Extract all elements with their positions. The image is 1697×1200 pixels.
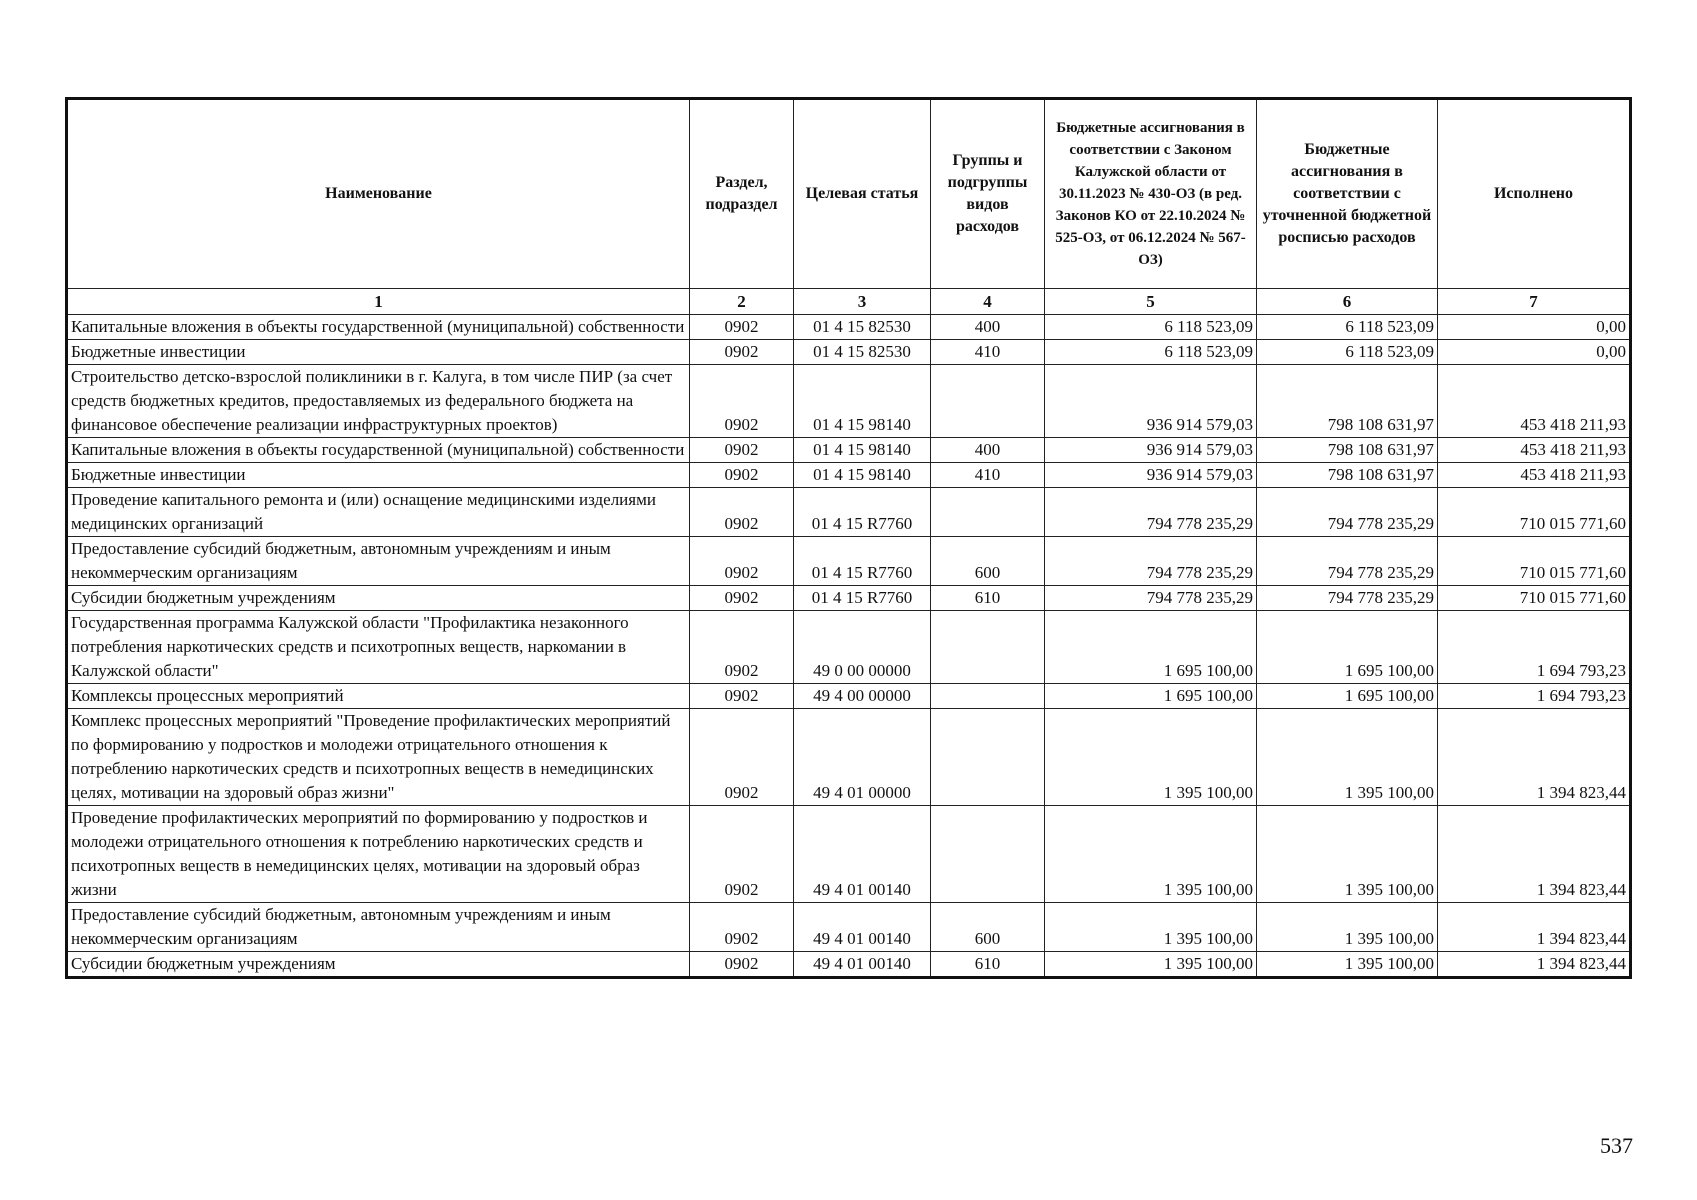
cell-refined-amount: 794 778 235,29 xyxy=(1257,586,1438,611)
cell-name: Капитальные вложения в объекты государственной (муниципальной) собственности xyxy=(67,315,690,340)
cell-target: 01 4 15 98140 xyxy=(794,365,931,438)
cell-group: 600 xyxy=(931,903,1045,952)
cell-name: Комплекс процессных мероприятий "Проведение профилактических мероприятий по формированию у подростков и молодежи отрицательного отношения к потреблению наркотических средств и психотропных веществ в немедицинских целях, мотивации на здоровый образ жизни" xyxy=(67,709,690,806)
cell-name: Субсидии бюджетным учреждениям xyxy=(67,586,690,611)
cell-target: 49 4 01 00140 xyxy=(794,952,931,978)
cell-name: Проведение профилактических мероприятий по формированию у подростков и молодежи отрицательного отношения к потреблению наркотических средств и психотропных веществ в немедицинских целях, мотивации на здоровый образ жизни xyxy=(67,806,690,903)
cell-done-amount: 1 694 793,23 xyxy=(1438,611,1631,684)
cell-section: 0902 xyxy=(690,315,794,340)
cell-law-amount: 1 695 100,00 xyxy=(1045,611,1257,684)
header-name: Наименование xyxy=(67,99,690,289)
budget-table-container xyxy=(65,97,1629,979)
cell-target: 49 4 01 00140 xyxy=(794,903,931,952)
table-row xyxy=(67,586,1631,611)
cell-group xyxy=(931,365,1045,438)
cell-target: 01 4 15 R7760 xyxy=(794,537,931,586)
table-row xyxy=(67,952,1631,978)
cell-section: 0902 xyxy=(690,709,794,806)
cell-group xyxy=(931,806,1045,903)
cell-name: Строительство детско-взрослой поликлиники в г. Калуга, в том числе ПИР (за счет средств бюджетных кредитов, предоставляемых из федерального бюджета на финансовое обеспечение реализации инфраструктурных проектов) xyxy=(67,365,690,438)
cell-done-amount: 1 394 823,44 xyxy=(1438,903,1631,952)
table-row xyxy=(67,438,1631,463)
cell-group: 400 xyxy=(931,315,1045,340)
cell-target: 01 4 15 98140 xyxy=(794,463,931,488)
table-body xyxy=(67,315,1631,978)
cell-refined-amount: 1 395 100,00 xyxy=(1257,903,1438,952)
col-number: 1 xyxy=(67,289,690,315)
cell-name: Предоставление субсидий бюджетным, автономным учреждениям и иным некоммерческим организациям xyxy=(67,903,690,952)
cell-refined-amount: 798 108 631,97 xyxy=(1257,463,1438,488)
cell-name: Комплексы процессных мероприятий xyxy=(67,684,690,709)
cell-refined-amount: 794 778 235,29 xyxy=(1257,537,1438,586)
table-row xyxy=(67,709,1631,806)
cell-done-amount: 710 015 771,60 xyxy=(1438,537,1631,586)
cell-group xyxy=(931,611,1045,684)
table-row xyxy=(67,903,1631,952)
cell-law-amount: 1 395 100,00 xyxy=(1045,903,1257,952)
cell-name: Бюджетные инвестиции xyxy=(67,463,690,488)
cell-law-amount: 1 695 100,00 xyxy=(1045,684,1257,709)
cell-section: 0902 xyxy=(690,611,794,684)
cell-target: 49 4 01 00000 xyxy=(794,709,931,806)
header-row xyxy=(67,99,1631,289)
col-number: 4 xyxy=(931,289,1045,315)
cell-refined-amount: 6 118 523,09 xyxy=(1257,315,1438,340)
cell-target: 49 4 00 00000 xyxy=(794,684,931,709)
cell-law-amount: 6 118 523,09 xyxy=(1045,340,1257,365)
cell-target: 49 0 00 00000 xyxy=(794,611,931,684)
cell-done-amount: 453 418 211,93 xyxy=(1438,463,1631,488)
cell-refined-amount: 798 108 631,97 xyxy=(1257,438,1438,463)
cell-refined-amount: 1 695 100,00 xyxy=(1257,611,1438,684)
cell-group: 610 xyxy=(931,952,1045,978)
cell-law-amount: 1 395 100,00 xyxy=(1045,806,1257,903)
cell-done-amount: 710 015 771,60 xyxy=(1438,488,1631,537)
cell-section: 0902 xyxy=(690,438,794,463)
cell-section: 0902 xyxy=(690,586,794,611)
table-row xyxy=(67,463,1631,488)
cell-target: 01 4 15 82530 xyxy=(794,315,931,340)
col-number: 5 xyxy=(1045,289,1257,315)
header-law: Бюджетные ассигнования в соответствии с Законом Калужской области от 30.11.2023 № 430-ОЗ (в ред. Законов КО от 22.10.2024 № 525-ОЗ, от 06.12.2024 № 567-ОЗ) xyxy=(1045,99,1257,289)
table-row xyxy=(67,340,1631,365)
cell-done-amount: 1 394 823,44 xyxy=(1438,806,1631,903)
page-number: 537 xyxy=(1600,1133,1633,1158)
cell-name: Проведение капитального ремонта и (или) оснащение медицинскими изделиями медицинских организаций xyxy=(67,488,690,537)
cell-section: 0902 xyxy=(690,463,794,488)
cell-group xyxy=(931,684,1045,709)
cell-group: 410 xyxy=(931,463,1045,488)
cell-done-amount: 0,00 xyxy=(1438,340,1631,365)
table-row xyxy=(67,365,1631,438)
cell-section: 0902 xyxy=(690,684,794,709)
cell-name: Бюджетные инвестиции xyxy=(67,340,690,365)
cell-group: 410 xyxy=(931,340,1045,365)
cell-done-amount: 0,00 xyxy=(1438,315,1631,340)
cell-section: 0902 xyxy=(690,806,794,903)
cell-law-amount: 794 778 235,29 xyxy=(1045,537,1257,586)
cell-name: Капитальные вложения в объекты государственной (муниципальной) собственности xyxy=(67,438,690,463)
cell-section: 0902 xyxy=(690,952,794,978)
cell-law-amount: 1 395 100,00 xyxy=(1045,709,1257,806)
cell-law-amount: 936 914 579,03 xyxy=(1045,365,1257,438)
col-number: 2 xyxy=(690,289,794,315)
header-section: Раздел, подраздел xyxy=(690,99,794,289)
budget-table xyxy=(65,97,1632,979)
cell-name: Предоставление субсидий бюджетным, автономным учреждениям и иным некоммерческим организациям xyxy=(67,537,690,586)
cell-name: Государственная программа Калужской области "Профилактика незаконного потребления наркотических средств и психотропных веществ, наркомании в Калужской области" xyxy=(67,611,690,684)
cell-target: 01 4 15 R7760 xyxy=(794,586,931,611)
cell-section: 0902 xyxy=(690,365,794,438)
cell-done-amount: 1 394 823,44 xyxy=(1438,952,1631,978)
table-row xyxy=(67,611,1631,684)
cell-section: 0902 xyxy=(690,488,794,537)
cell-target: 01 4 15 82530 xyxy=(794,340,931,365)
cell-refined-amount: 798 108 631,97 xyxy=(1257,365,1438,438)
cell-group: 400 xyxy=(931,438,1045,463)
cell-law-amount: 794 778 235,29 xyxy=(1045,586,1257,611)
cell-refined-amount: 6 118 523,09 xyxy=(1257,340,1438,365)
cell-section: 0902 xyxy=(690,537,794,586)
table-row xyxy=(67,488,1631,537)
cell-section: 0902 xyxy=(690,903,794,952)
cell-done-amount: 453 418 211,93 xyxy=(1438,438,1631,463)
col-number: 3 xyxy=(794,289,931,315)
cell-law-amount: 794 778 235,29 xyxy=(1045,488,1257,537)
cell-done-amount: 710 015 771,60 xyxy=(1438,586,1631,611)
header-refined: Бюджетные ассигнования в соответствии с уточненной бюджетной росписью расходов xyxy=(1257,99,1438,289)
table-row xyxy=(67,806,1631,903)
col-number: 6 xyxy=(1257,289,1438,315)
cell-refined-amount: 1 695 100,00 xyxy=(1257,684,1438,709)
cell-done-amount: 453 418 211,93 xyxy=(1438,365,1631,438)
cell-refined-amount: 1 395 100,00 xyxy=(1257,709,1438,806)
cell-group: 610 xyxy=(931,586,1045,611)
cell-law-amount: 1 395 100,00 xyxy=(1045,952,1257,978)
cell-refined-amount: 1 395 100,00 xyxy=(1257,952,1438,978)
cell-refined-amount: 1 395 100,00 xyxy=(1257,806,1438,903)
cell-group: 600 xyxy=(931,537,1045,586)
cell-target: 49 4 01 00140 xyxy=(794,806,931,903)
table-row xyxy=(67,684,1631,709)
cell-law-amount: 6 118 523,09 xyxy=(1045,315,1257,340)
cell-group xyxy=(931,488,1045,537)
col-number: 7 xyxy=(1438,289,1631,315)
cell-section: 0902 xyxy=(690,340,794,365)
cell-target: 01 4 15 98140 xyxy=(794,438,931,463)
cell-group xyxy=(931,709,1045,806)
cell-done-amount: 1 394 823,44 xyxy=(1438,709,1631,806)
cell-name: Субсидии бюджетным учреждениям xyxy=(67,952,690,978)
table-row xyxy=(67,315,1631,340)
cell-law-amount: 936 914 579,03 xyxy=(1045,463,1257,488)
header-target: Целевая статья xyxy=(794,99,931,289)
table-row xyxy=(67,537,1631,586)
header-done: Исполнено xyxy=(1438,99,1631,289)
cell-done-amount: 1 694 793,23 xyxy=(1438,684,1631,709)
cell-refined-amount: 794 778 235,29 xyxy=(1257,488,1438,537)
header-groups: Группы и подгруппы видов расходов xyxy=(931,99,1045,289)
column-number-row xyxy=(67,289,1631,315)
cell-target: 01 4 15 R7760 xyxy=(794,488,931,537)
cell-law-amount: 936 914 579,03 xyxy=(1045,438,1257,463)
